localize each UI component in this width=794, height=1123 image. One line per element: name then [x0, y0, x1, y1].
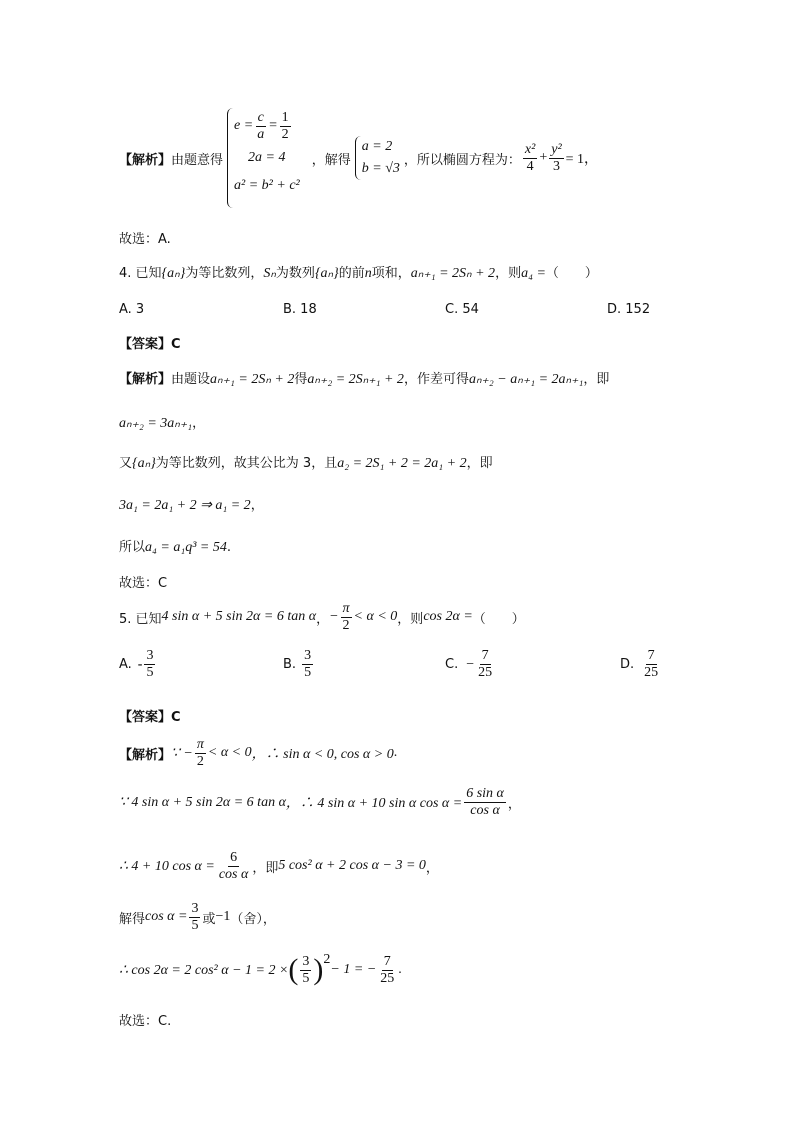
eq-part: = [268, 118, 278, 133]
text: 的前 [338, 266, 365, 281]
math: . [398, 962, 402, 977]
q5-solution-line [119, 736, 734, 770]
fraction [642, 648, 660, 681]
q4-solution-line [119, 412, 734, 432]
denominator: cos α [218, 866, 249, 882]
sign: − [466, 656, 475, 672]
sign: - [137, 656, 143, 672]
text: 所以 [119, 540, 146, 555]
text: 为等比数列， [185, 266, 264, 281]
text: ，即 [583, 372, 610, 387]
q5-solution-line [119, 782, 734, 822]
text: ， [425, 860, 439, 876]
q5-solution-line [119, 846, 734, 886]
numerator: 6 sin α [466, 785, 504, 801]
q5-option-c[interactable] [445, 648, 496, 681]
text: ，所以椭圆方程为： [403, 152, 521, 168]
math: −1 [215, 909, 231, 924]
denominator: 5 [304, 665, 312, 680]
numerator: 3 [304, 648, 312, 663]
math: ，∴ 4 sin α + 10 sin α cos α = [285, 796, 463, 811]
fraction [476, 648, 494, 681]
text: 为数列 [275, 266, 315, 281]
text: ，即 [252, 860, 279, 876]
text: ， [316, 611, 330, 627]
math: a₄ = [521, 266, 546, 281]
math: a₄ = a₁q³ = 54 [145, 540, 227, 555]
text: 为等比数列，故其公比为 3，且 [155, 456, 338, 471]
denominator: 5 [191, 917, 199, 933]
numerator: π [196, 736, 204, 752]
text: ， [250, 498, 264, 513]
numerator: 3 [146, 648, 154, 663]
choose-line: 故选：C. [119, 1014, 172, 1029]
fraction [549, 142, 563, 175]
math: 3a₁ = 2a₁ + 2 ⇒ a₁ = 2 [119, 498, 251, 513]
solution-label: 【解析】 [119, 747, 172, 763]
math: {aₙ} [314, 266, 339, 281]
text: ，解得 [311, 152, 351, 168]
q5-option-b[interactable] [283, 648, 315, 681]
q4-stem [119, 262, 734, 282]
q4-solution-line [119, 536, 734, 556]
q4-solution-line [119, 494, 734, 514]
math: aₙ₊₁ = 2Sₙ + 2 [210, 372, 295, 387]
plus: + [539, 150, 548, 165]
denominator: 2 [281, 126, 289, 142]
paren-close: ) [313, 953, 324, 986]
fraction [144, 648, 155, 681]
numerator: 7 [647, 648, 655, 663]
text: ， [192, 416, 206, 431]
text: （舍）， [230, 911, 276, 927]
math: 5 cos² α + 2 cos α − 3 = 0 [278, 858, 426, 873]
denominator: 4 [526, 158, 534, 174]
text: . [226, 540, 231, 555]
math: {aₙ} [161, 266, 186, 281]
choose-line: 故选：C [119, 576, 168, 591]
denominator: 5 [146, 665, 154, 680]
math: aₙ₊₂ = 3aₙ₊₁ [119, 416, 193, 431]
q4-solution-line [119, 368, 734, 388]
q5-solution-line [119, 898, 734, 936]
math: aₙ₊₂ − aₙ₊₁ = 2aₙ₊₁ [468, 372, 584, 387]
math: − [329, 609, 339, 624]
answer-label: 【答案】C [119, 710, 181, 725]
fraction [464, 786, 506, 819]
fraction [300, 954, 311, 987]
equation-system [227, 108, 300, 208]
option-label: D. [620, 657, 635, 672]
math: a₂ = 2S₁ + 2 = 2a₁ + 2 [337, 456, 467, 471]
text: ，作差可得 [403, 372, 469, 387]
q4-solution-line [119, 452, 734, 472]
text: 由题设 [171, 372, 211, 387]
numerator: c [257, 109, 264, 125]
equation: b = √3 [361, 161, 400, 176]
fraction [302, 648, 313, 681]
math: ∵ − [171, 745, 193, 761]
math: < α < 0 [353, 609, 398, 624]
text: 由题意得 [171, 152, 224, 168]
math: aₙ₊₂ = 2Sₙ₊₁ + 2 [307, 372, 404, 387]
text: （ ） [472, 611, 525, 627]
text: 5. 已知 [119, 611, 162, 627]
math: {aₙ} [132, 456, 156, 471]
math: ，∴ sin α < 0, cos α > 0 [251, 747, 394, 762]
fraction [189, 901, 200, 934]
q4-option-c[interactable]: C. 54 [445, 302, 479, 317]
math: n [364, 266, 372, 281]
fraction [341, 601, 352, 634]
math: − 1 = − [330, 962, 377, 977]
math: ∴ 4 + 10 cos α = [119, 858, 215, 874]
fraction [217, 850, 251, 883]
text: 4. 已知 [119, 266, 162, 281]
text: （ ） [545, 266, 598, 281]
p3-solution [119, 106, 734, 210]
numerator: 3 [191, 900, 199, 916]
denominator: cos α [470, 802, 500, 818]
numerator: 3 [302, 953, 310, 969]
math: aₙ₊₁ = 2Sₙ + 2 [410, 266, 496, 281]
equation: a² = b² + c² [234, 178, 300, 193]
equation: 2a = 4 [248, 150, 286, 165]
option-label: A. [119, 657, 132, 672]
q5-solution-line [119, 948, 734, 992]
math: 4 sin α + 5 sin 2α = 6 tan α [161, 609, 317, 624]
text: 又 [119, 456, 133, 471]
q4-option-a[interactable]: A. 3 [119, 302, 145, 317]
answer-label: 【答案】C [119, 337, 181, 352]
solution-system [355, 136, 400, 180]
math: Sₙ [263, 266, 276, 281]
math: ∵ 4 sin α + 5 sin 2α = 6 tan α [119, 794, 286, 810]
exponent: 2 [323, 952, 331, 967]
q5-stem [119, 600, 734, 634]
denominator: 2 [342, 617, 350, 633]
fraction [255, 110, 266, 143]
fraction [280, 110, 291, 143]
eq-part: = 1， [565, 152, 599, 167]
denominator: 25 [644, 665, 659, 680]
math: cos 2α = [423, 609, 473, 624]
fraction [523, 142, 537, 175]
text: ， [507, 796, 521, 812]
denominator: 5 [302, 970, 310, 986]
numerator: y² [551, 141, 562, 157]
numerator: π [342, 600, 350, 616]
solution-label: 【解析】 [119, 372, 172, 387]
fraction [195, 737, 206, 770]
denominator: 25 [380, 970, 395, 986]
q5-option-d[interactable] [620, 648, 662, 681]
math: < α < 0 [207, 745, 252, 760]
text: 得 [294, 372, 308, 387]
q4-option-d[interactable]: D. 152 [607, 302, 651, 317]
q5-option-a[interactable] [119, 648, 157, 681]
numerator: 7 [481, 648, 489, 663]
math: ∴ cos 2α = 2 cos² α − 1 = 2 × [119, 962, 289, 978]
option-label: B. [283, 657, 297, 672]
paren-open: ( [288, 953, 299, 986]
text: 解得 [119, 911, 146, 927]
denominator: 3 [552, 158, 560, 174]
math: . [393, 745, 398, 760]
text: ，即 [466, 456, 493, 471]
numerator: 7 [383, 953, 391, 969]
text: 或 [202, 911, 216, 927]
solution-label: 【解析】 [119, 152, 172, 168]
numerator: 1 [281, 109, 289, 125]
option-label: C. [445, 657, 459, 672]
denominator: 2 [196, 753, 204, 769]
denominator: 25 [478, 665, 493, 680]
text: 项和， [371, 266, 411, 281]
numerator: 6 [230, 849, 238, 865]
q4-option-b[interactable]: B. 18 [283, 302, 317, 317]
denominator: a [257, 126, 265, 142]
eq-part: e = [234, 118, 254, 133]
numerator: x² [524, 141, 536, 157]
text: ，则 [397, 611, 424, 627]
math: cos α = [145, 909, 188, 924]
fraction [378, 954, 396, 987]
text: ，则 [495, 266, 522, 281]
choose-line: 故选：A. [119, 232, 171, 247]
equation: a = 2 [361, 139, 393, 154]
